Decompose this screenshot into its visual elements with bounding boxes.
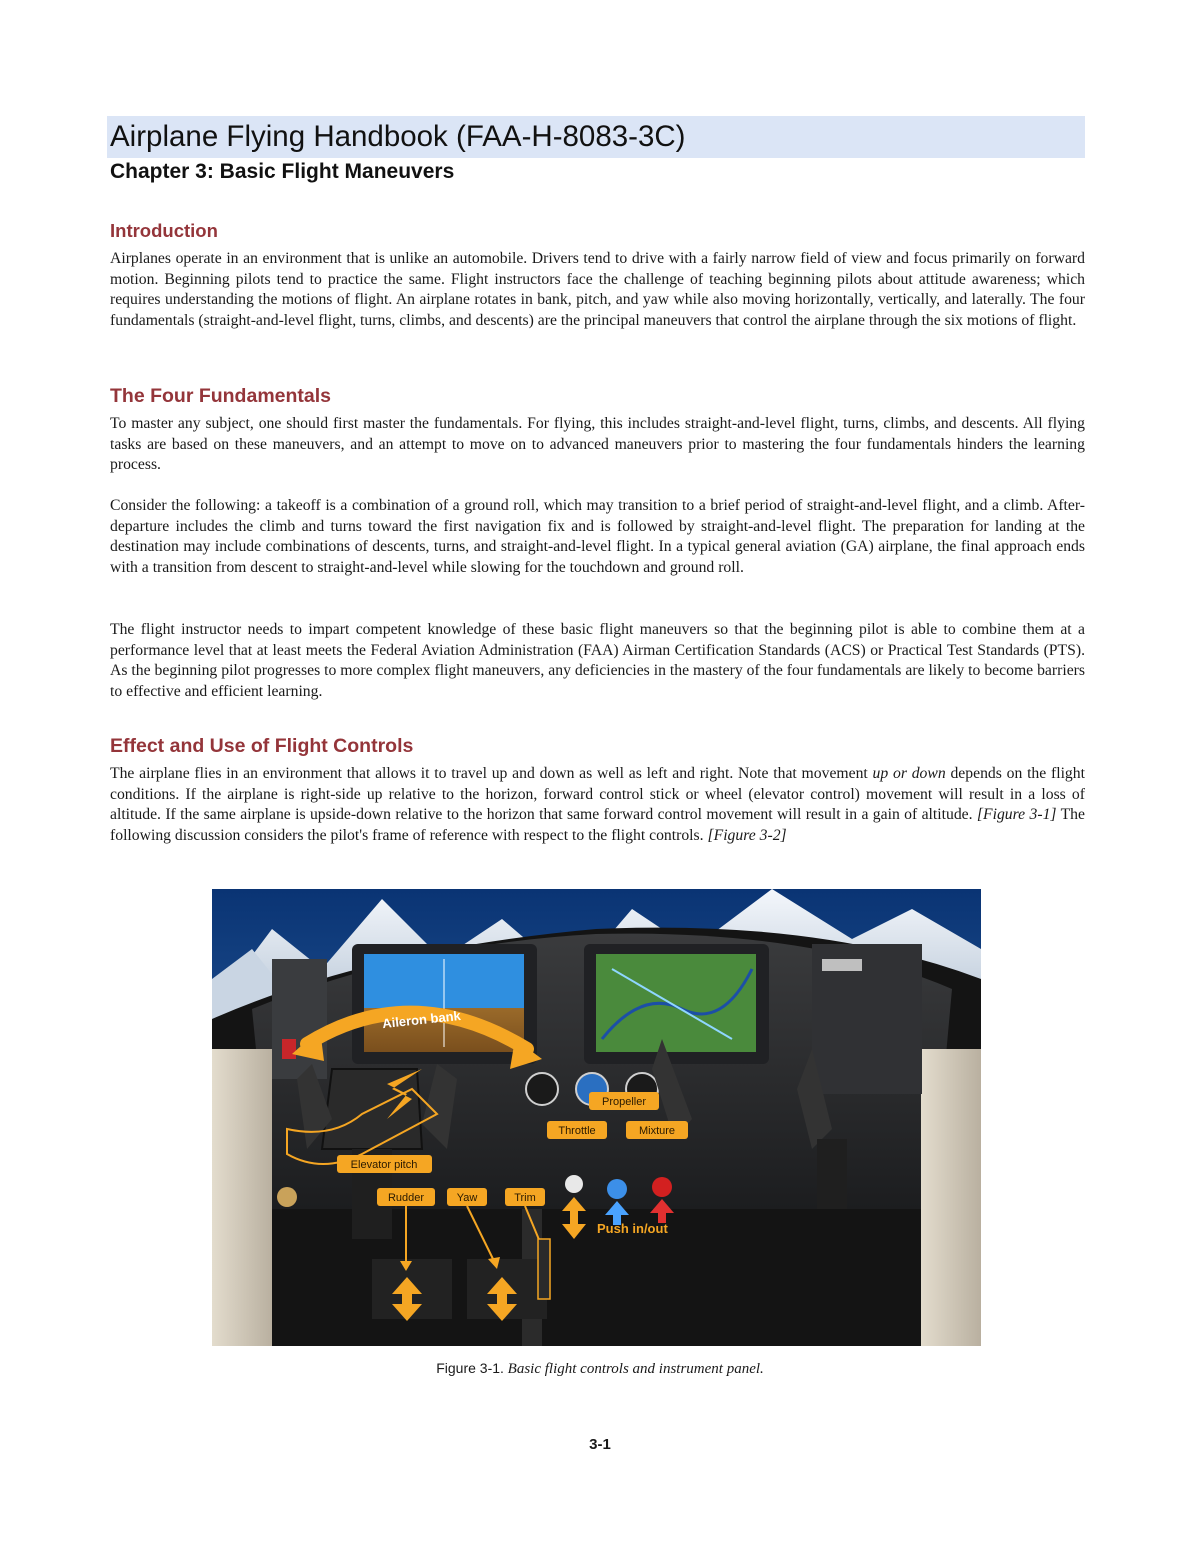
caption-label: Figure 3-1.: [436, 1360, 504, 1376]
section-heading-four-fundamentals: The Four Fundamentals: [110, 385, 332, 407]
cockpit-figure: [212, 889, 981, 1346]
callout-yaw: Yaw: [456, 1192, 478, 1204]
paragraph-introduction: Airplanes operate in an environment that is unlike an automobile. Drivers tend to drive with a fairly narrow field of view and focus primarily on forward motion. Beginning pilots tend to practice the same. Flight instructors face the challenge of teaching beginning pilots about attitude awareness; which requires understanding the motions of flight. An airplane rotates in bank, pitch, and yaw while also moving horizontally, vertically, and laterally. The four fundamentals (straight-and-level flight, turns, climbs, and descents) are the principal maneuvers that control the airplane through the six motions of flight.: [110, 250, 1085, 329]
paragraph-four-fundamentals-1: To master any subject, one should first master the fundamentals. For flying, this includes straight-and-level flight, turns, climbs, and descents. All flying tasks are based on these maneuvers, and an attempt to move on to advanced maneuvers prior to mastering the four fundamentals hinders the learning process.: [110, 415, 1085, 474]
callout-push-in-out: Push in/out: [597, 1221, 668, 1236]
figure-caption: [0, 1360, 1200, 1378]
callout-aileron-bank: Aileron bank: [381, 1007, 462, 1032]
text-run: The following discussion considers the pilot's frame of reference with respect to the flight controls.: [110, 806, 1085, 844]
section-heading-introduction: Introduction: [110, 220, 218, 241]
callout-throttle: Throttle: [558, 1125, 596, 1137]
cockpit-illustration: [212, 889, 981, 1346]
figure-reference-3-1: [Figure 3-1]: [976, 806, 1057, 824]
callout-rudder: Rudder: [387, 1192, 425, 1204]
callout-trim: Trim: [514, 1192, 536, 1204]
caption-text: Basic flight controls and instrument panel.: [507, 1361, 764, 1377]
text-run: depends on the flight conditions. If the airplane is right-side up relative to the horizon, forward control stick or wheel (elevator control) movement will result in a loss of altitude. If the same airplane is upside-down relative to the horizon that same forward control movement will result in a gain of altitude.: [110, 765, 1085, 824]
page-number: 3-1: [589, 1436, 611, 1453]
emphasis-up-or-down: up or down: [872, 765, 946, 782]
callout-propeller: Propeller: [601, 1096, 647, 1108]
callout-mixture: Mixture: [638, 1125, 676, 1137]
paragraph-four-fundamentals-2: Consider the following: a takeoff is a combination of a ground roll, which may transition to a brief period of straight-and-level flight, and a climb. After-departure includes the climb and turns toward the first navigation fix and is followed by straight-and-level flight. The preparation for landing at the destination may include combinations of descents, turns, and straight-and-level flight. In a typical general aviation (GA) airplane, the final approach ends with a transition from descent to straight-and-level while slowing for the touchdown and ground roll.: [110, 497, 1085, 576]
text-run: The airplane flies in an environment that allows it to travel up and down as well as left and right. Note that movement: [110, 765, 873, 782]
callout-elevator-pitch: Elevator pitch: [350, 1159, 418, 1171]
paragraph-flight-controls: [110, 764, 1085, 846]
document-title: Airplane Flying Handbook (FAA-H-8083-3C): [107, 116, 1085, 158]
paragraph-four-fundamentals-3: The flight instructor needs to impart competent knowledge of these basic flight maneuvers so that the beginning pilot is able to combine them at a performance level that at least meets the Federal Aviation Administration (FAA) Airman Certification Standards (ACS) or Practical Test Standards (PTS). As the beginning pilot progresses to more complex flight maneuvers, any deficiencies in the mastery of the four fundamentals are likely to become barriers to effective and efficient learning.: [110, 621, 1085, 700]
figure-reference-3-2: [Figure 3-2]: [707, 826, 787, 844]
chapter-title: Chapter 3: Basic Flight Maneuvers: [110, 160, 455, 183]
section-heading-flight-controls: Effect and Use of Flight Controls: [110, 735, 414, 757]
